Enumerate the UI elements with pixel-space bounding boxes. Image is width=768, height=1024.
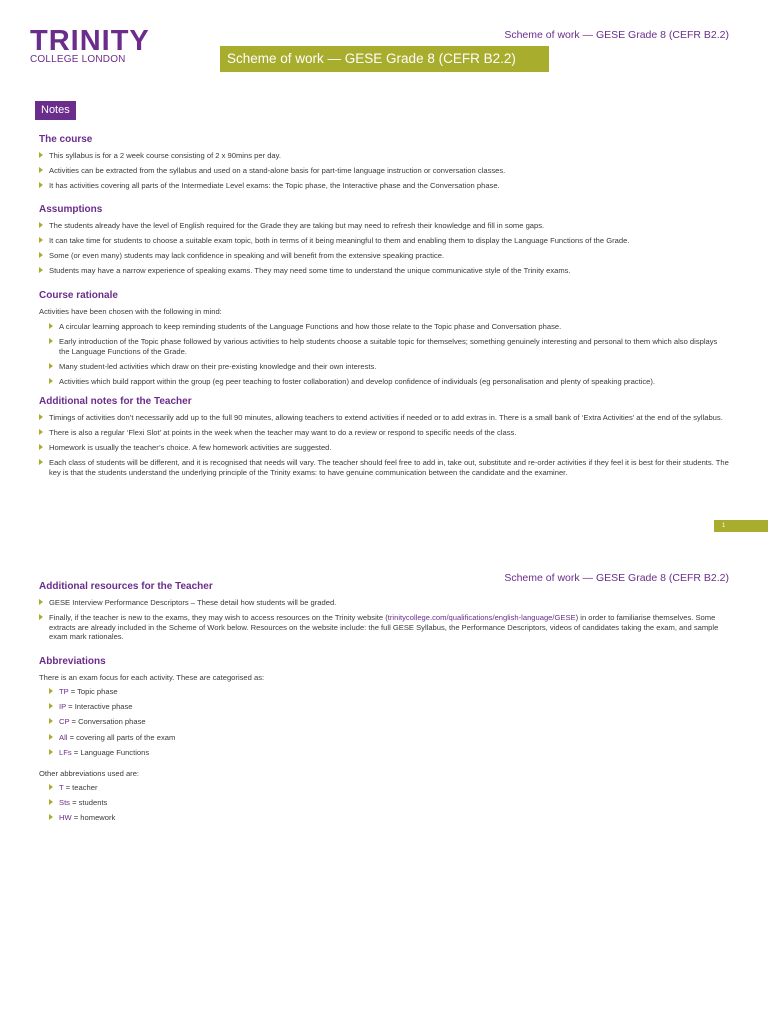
logo-wordmark: TRINITY [30, 25, 150, 57]
list-item: It has activities covering all parts of the Intermediate Level exams: the Topic phase, the Interactive phase and the Conversation phase. [39, 181, 729, 191]
abbr-key: HW [59, 813, 72, 823]
list-item: The students already have the level of English required for the Grade they are taking but may need to refresh their knowledge and fill in some gaps. [39, 221, 729, 231]
rationale-list [49, 322, 729, 386]
rationale-intro: Activities have been chosen with the following in mind: [39, 307, 222, 316]
list-item: Activities can be extracted from the syllabus and used on a stand-alone basis for part-time language instruction or conversation classes. [39, 166, 729, 176]
section-heading-rationale: Course rationale [39, 290, 118, 301]
list-item: There is also a regular ‘Flexi Slot’ at points in the week when the teacher may want to do a review or respond to specific needs of the class. [39, 428, 729, 438]
resources-list [39, 598, 729, 642]
section-heading-assumptions: Assumptions [39, 204, 103, 215]
list-item: Many student-led activities which draw on their pre-existing knowledge and their own interests. [49, 362, 729, 372]
abbr-key: All [59, 732, 68, 742]
assumptions-list [39, 221, 729, 276]
abbr-key: IP [59, 702, 67, 712]
list-item: This syllabus is for a 2 week course consisting of 2 x 90mins per day. [39, 151, 729, 161]
abbr-value: = teacher [63, 783, 98, 792]
list-item: Homework is usually the teacher’s choice. A few homework activities are suggested. [39, 443, 729, 453]
section-heading-course: The course [39, 134, 93, 145]
abbr-key: Sts [59, 798, 70, 808]
abbr-value: = homework [71, 813, 116, 823]
abbr-key: TP [59, 687, 69, 696]
list-item: Timings of activities don’t necessarily add up to the full 90 minutes, allowing teachers to extend activities if needed or to add extras in. There is a small bank of ‘Extra Activities’ at the end of the syllabus. [39, 413, 729, 423]
list-item: Each class of students will be different, and it is recognised that needs will vary. The teacher should feel free to add in, take out, substitute and re-order activities if they feel it is best for their students. The key is that the students understand the underlying principle of the Trinity exams: to have genuine communication between the candidate and the examiner. [39, 458, 729, 477]
other-abbreviations-list [49, 783, 349, 823]
list-item: GESE Interview Performance Descriptors – These detail how students will be graded. [39, 598, 729, 608]
abbr-value: = Conversation phase [69, 717, 146, 727]
notes-tag: Notes [35, 101, 76, 120]
focus-abbreviations-list [49, 687, 349, 757]
abbr-value: = covering all parts of the exam [67, 732, 176, 742]
logo-subtitle: COLLEGE LONDON [30, 54, 126, 65]
resources-text-pre: Finally, if the teacher is new to the exams, they may wish to access resources on the Trinity website ( [49, 613, 388, 623]
list-item: A circular learning approach to keep reminding students of the Language Functions and how those relate to the Topic phase and Conversation phase. [49, 322, 729, 332]
abbr-value: = students [69, 798, 108, 808]
header-title-small-page2: Scheme of work — GESE Grade 8 (CEFR B2.2) [504, 572, 729, 584]
abbr-value: = Interactive phase [66, 702, 133, 712]
abbr-value: = Language Functions [71, 747, 150, 757]
list-item [49, 687, 349, 697]
section-heading-resources: Additional resources for the Teacher [39, 581, 213, 592]
section-heading-additional-notes: Additional notes for the Teacher [39, 396, 192, 407]
list-item [49, 717, 349, 727]
trinity-logo [30, 26, 150, 66]
list-item [49, 733, 349, 743]
list-item: Students may have a narrow experience of speaking exams. They may need some time to understand the unique communicative style of the Trinity exams. [39, 266, 729, 276]
additional-notes-list [39, 413, 729, 477]
list-item: Activities which build rapport within the group (eg peer teaching to foster collaboration) and develop confidence of individuals (eg personalisation and plenty of speaking practice). [49, 377, 729, 387]
course-list [39, 151, 729, 191]
resources-text-post: ) in order to familiarise themselves. Some extracts are already included in the Scheme of Work below. Resources on the website include: the full GESE Syllabus, the Performance Descriptors, videos of candidates taking the exam, and sample exam mark rationales. [49, 613, 719, 642]
list-item: It can take time for students to choose a suitable exam topic, both in terms of it being meaningful to them and enabling them to display the Language Functions of the Grade. [39, 236, 729, 246]
abbr-value: = Topic phase [68, 687, 118, 696]
list-item [49, 798, 349, 808]
abbr-key: LFs [59, 747, 72, 757]
abbr-key: T [59, 783, 64, 792]
title-bar: Scheme of work — GESE Grade 8 (CEFR B2.2) [220, 46, 549, 72]
list-item [39, 613, 729, 642]
list-item [49, 783, 349, 793]
header-title-small: Scheme of work — GESE Grade 8 (CEFR B2.2) [504, 29, 729, 41]
list-item: Some (or even many) students may lack confidence in speaking and will benefit from the extensive speaking practice. [39, 251, 729, 261]
list-item [49, 702, 349, 712]
other-abbreviations-intro: Other abbreviations used are: [39, 769, 140, 778]
abbreviations-intro: There is an exam focus for each activity. These are categorised as: [39, 673, 265, 682]
list-item [49, 813, 349, 823]
page-number: 1 [714, 520, 768, 532]
trinity-website-link[interactable]: trinitycollege.com/qualifications/english-language/GESE [387, 613, 576, 623]
abbr-key: CP [59, 717, 70, 727]
list-item: Early introduction of the Topic phase followed by various activities to help students choose a suitable topic for themselves; something genuinely interesting and personal to them which also displays the Language Functions of the Grade. [49, 337, 729, 356]
section-heading-abbreviations: Abbreviations [39, 656, 106, 667]
list-item [49, 748, 349, 758]
